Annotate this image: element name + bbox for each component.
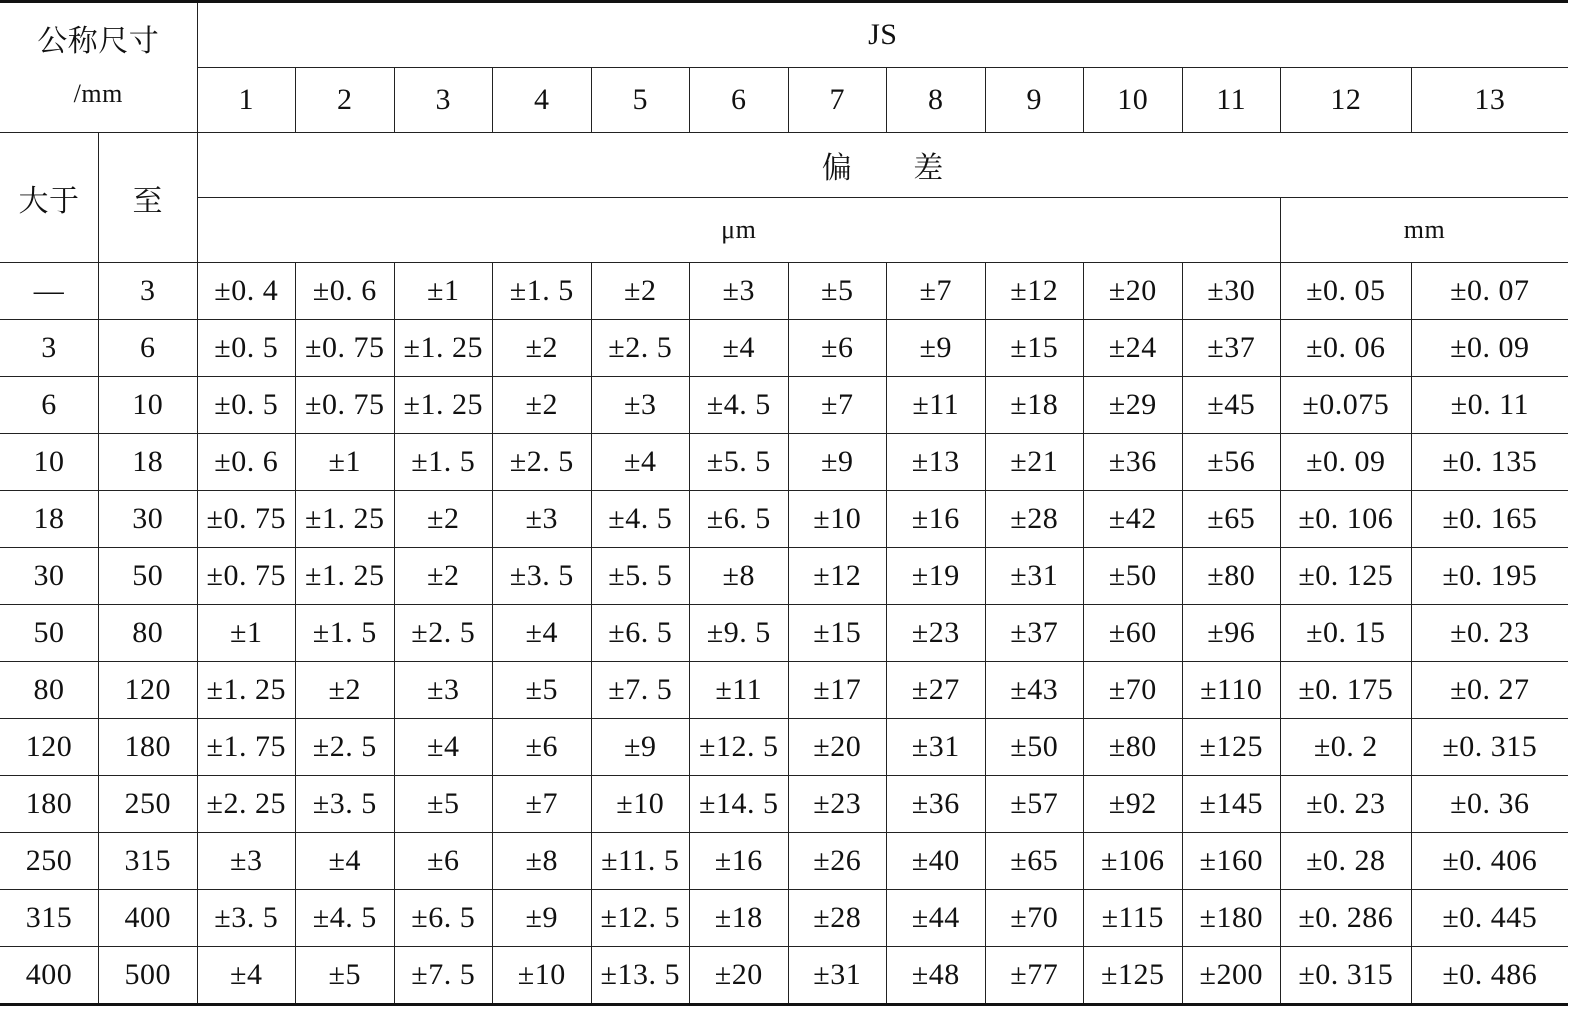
grade-header-2: 2 <box>296 68 395 133</box>
deviation-cell: ±0. 36 <box>1411 776 1568 833</box>
over-header: 大于 <box>0 133 99 263</box>
deviation-cell: ±0. 27 <box>1411 662 1568 719</box>
deviation-cell: ±0.075 <box>1281 377 1412 434</box>
table-row <box>0 491 1568 548</box>
deviation-cell: ±31 <box>788 947 887 1005</box>
deviation-cell: ±45 <box>1182 377 1281 434</box>
deviation-cell: ±9 <box>591 719 690 776</box>
deviation-cell: ±7 <box>887 263 986 320</box>
deviation-cell: ±28 <box>985 491 1084 548</box>
deviation-cell: ±0. 75 <box>197 548 296 605</box>
deviation-cell: ±4 <box>690 320 789 377</box>
deviation-cell: ±1. 5 <box>493 263 592 320</box>
deviation-cell: ±80 <box>1084 719 1183 776</box>
deviation-cell: ±7 <box>493 776 592 833</box>
unit-um-header: μm <box>197 198 1281 263</box>
deviation-cell: ±30 <box>1182 263 1281 320</box>
size-to-cell: 500 <box>99 947 198 1005</box>
deviation-cell: ±7. 5 <box>394 947 493 1005</box>
deviation-cell: ±77 <box>985 947 1084 1005</box>
size-to-cell: 3 <box>99 263 198 320</box>
deviation-cell: ±1. 25 <box>296 491 395 548</box>
deviation-cell: ±3. 5 <box>296 776 395 833</box>
deviation-cell: ±56 <box>1182 434 1281 491</box>
deviation-cell: ±0. 15 <box>1281 605 1412 662</box>
deviation-cell: ±65 <box>1182 491 1281 548</box>
deviation-cell: ±17 <box>788 662 887 719</box>
tolerance-class-header: JS <box>197 2 1568 68</box>
deviation-cell: ±0. 09 <box>1411 320 1568 377</box>
deviation-cell: ±3 <box>394 662 493 719</box>
deviation-cell: ±12 <box>985 263 1084 320</box>
deviation-cell: ±7. 5 <box>591 662 690 719</box>
deviation-cell: ±1. 25 <box>197 662 296 719</box>
grade-header-5: 5 <box>591 68 690 133</box>
deviation-cell: ±11 <box>690 662 789 719</box>
deviation-cell: ±43 <box>985 662 1084 719</box>
deviation-cell: ±6. 5 <box>690 491 789 548</box>
deviation-cell: ±10 <box>788 491 887 548</box>
deviation-cell: ±11 <box>887 377 986 434</box>
size-to-cell: 120 <box>99 662 198 719</box>
deviation-cell: ±0. 75 <box>296 377 395 434</box>
size-to-cell: 30 <box>99 491 198 548</box>
deviation-cell: ±0. 175 <box>1281 662 1412 719</box>
grade-header-8: 8 <box>887 68 986 133</box>
size-over-cell: 315 <box>0 890 99 947</box>
size-to-cell: 250 <box>99 776 198 833</box>
deviation-cell: ±27 <box>887 662 986 719</box>
deviation-cell: ±16 <box>887 491 986 548</box>
deviation-cell: ±4. 5 <box>296 890 395 947</box>
deviation-cell: ±15 <box>788 605 887 662</box>
deviation-cell: ±0. 05 <box>1281 263 1412 320</box>
deviation-cell: ±0. 315 <box>1411 719 1568 776</box>
deviation-cell: ±6 <box>394 833 493 890</box>
deviation-cell: ±0. 75 <box>197 491 296 548</box>
deviation-cell: ±23 <box>887 605 986 662</box>
table-row <box>0 263 1568 320</box>
deviation-cell: ±145 <box>1182 776 1281 833</box>
deviation-cell: ±29 <box>1084 377 1183 434</box>
table-row <box>0 662 1568 719</box>
deviation-cell: ±21 <box>985 434 1084 491</box>
deviation-cell: ±0. 75 <box>296 320 395 377</box>
deviation-cell: ±0. 23 <box>1411 605 1568 662</box>
deviation-cell: ±2. 5 <box>394 605 493 662</box>
deviation-cell: ±13. 5 <box>591 947 690 1005</box>
deviation-cell: ±5 <box>394 776 493 833</box>
grade-header-9: 9 <box>985 68 1084 133</box>
deviation-cell: ±57 <box>985 776 1084 833</box>
deviation-cell: ±0. 135 <box>1411 434 1568 491</box>
deviation-cell: ±2. 5 <box>493 434 592 491</box>
deviation-cell: ±5. 5 <box>690 434 789 491</box>
deviation-cell: ±37 <box>985 605 1084 662</box>
deviation-cell: ±20 <box>1084 263 1183 320</box>
deviation-cell: ±96 <box>1182 605 1281 662</box>
deviation-cell: ±13 <box>887 434 986 491</box>
deviation-cell: ±8 <box>493 833 592 890</box>
deviation-cell: ±6 <box>788 320 887 377</box>
deviation-cell: ±10 <box>591 776 690 833</box>
deviation-cell: ±5 <box>788 263 887 320</box>
deviation-cell: ±6. 5 <box>591 605 690 662</box>
deviation-cell: ±1. 5 <box>394 434 493 491</box>
table-row <box>0 548 1568 605</box>
deviation-cell: ±50 <box>1084 548 1183 605</box>
grade-header-6: 6 <box>690 68 789 133</box>
size-over-cell: 10 <box>0 434 99 491</box>
deviation-cell: ±5 <box>296 947 395 1005</box>
size-over-cell: 30 <box>0 548 99 605</box>
deviation-cell: ±115 <box>1084 890 1183 947</box>
to-header: 至 <box>99 133 198 263</box>
deviation-cell: ±3 <box>197 833 296 890</box>
deviation-cell: ±4 <box>296 833 395 890</box>
deviation-cell: ±28 <box>788 890 887 947</box>
deviation-cell: ±0. 5 <box>197 377 296 434</box>
table-row <box>0 833 1568 890</box>
header-row-class <box>0 2 1568 68</box>
deviation-cell: ±125 <box>1084 947 1183 1005</box>
size-to-cell: 10 <box>99 377 198 434</box>
deviation-cell: ±125 <box>1182 719 1281 776</box>
deviation-cell: ±0. 195 <box>1411 548 1568 605</box>
deviation-cell: ±18 <box>985 377 1084 434</box>
deviation-cell: ±106 <box>1084 833 1183 890</box>
size-over-cell: 400 <box>0 947 99 1005</box>
deviation-cell: ±9 <box>788 434 887 491</box>
deviation-cell: ±1. 75 <box>197 719 296 776</box>
size-to-cell: 6 <box>99 320 198 377</box>
deviation-cell: ±0. 4 <box>197 263 296 320</box>
deviation-cell: ±9. 5 <box>690 605 789 662</box>
deviation-cell: ±0. 286 <box>1281 890 1412 947</box>
deviation-cell: ±2 <box>493 320 592 377</box>
table-row <box>0 719 1568 776</box>
deviation-cell: ±0. 486 <box>1411 947 1568 1005</box>
deviation-cell: ±110 <box>1182 662 1281 719</box>
deviation-cell: ±10 <box>493 947 592 1005</box>
grade-header-4: 4 <box>493 68 592 133</box>
deviation-cell: ±2. 25 <box>197 776 296 833</box>
grade-header-11: 11 <box>1182 68 1281 133</box>
deviation-cell: ±31 <box>985 548 1084 605</box>
size-to-cell: 180 <box>99 719 198 776</box>
deviation-cell: ±3. 5 <box>493 548 592 605</box>
header-row-deviation <box>0 133 1568 198</box>
deviation-cell: ±0. 07 <box>1411 263 1568 320</box>
deviation-cell: ±0. 2 <box>1281 719 1412 776</box>
deviation-cell: ±9 <box>493 890 592 947</box>
deviation-cell: ±3 <box>591 377 690 434</box>
deviation-cell: ±2 <box>296 662 395 719</box>
deviation-cell: ±0. 6 <box>296 263 395 320</box>
grade-header-10: 10 <box>1084 68 1183 133</box>
deviation-cell: ±50 <box>985 719 1084 776</box>
deviation-cell: ±0. 6 <box>197 434 296 491</box>
deviation-cell: ±0. 11 <box>1411 377 1568 434</box>
size-over-cell: — <box>0 263 99 320</box>
deviation-cell: ±1. 5 <box>296 605 395 662</box>
nominal-size-label: 公称尺寸 <box>37 24 160 58</box>
deviation-cell: ±18 <box>690 890 789 947</box>
deviation-cell: ±23 <box>788 776 887 833</box>
deviation-cell: ±92 <box>1084 776 1183 833</box>
table-row <box>0 890 1568 947</box>
deviation-cell: ±4 <box>493 605 592 662</box>
size-to-cell: 80 <box>99 605 198 662</box>
deviation-cell: ±40 <box>887 833 986 890</box>
deviation-cell: ±1 <box>197 605 296 662</box>
size-over-cell: 180 <box>0 776 99 833</box>
deviation-cell: ±0. 125 <box>1281 548 1412 605</box>
deviation-cell: ±1 <box>296 434 395 491</box>
deviation-cell: ±12 <box>788 548 887 605</box>
deviation-cell: ±31 <box>887 719 986 776</box>
grade-header-12: 12 <box>1281 68 1412 133</box>
deviation-cell: ±180 <box>1182 890 1281 947</box>
grade-header-3: 3 <box>394 68 493 133</box>
unit-mm-header: mm <box>1281 198 1569 263</box>
deviation-cell: ±60 <box>1084 605 1183 662</box>
deviation-cell: ±2 <box>394 491 493 548</box>
deviation-cell: ±7 <box>788 377 887 434</box>
deviation-cell: ±0. 445 <box>1411 890 1568 947</box>
deviation-cell: ±36 <box>1084 434 1183 491</box>
table-row <box>0 605 1568 662</box>
deviation-cell: ±0. 165 <box>1411 491 1568 548</box>
deviation-cell: ±4 <box>394 719 493 776</box>
header-row-grades <box>0 68 1568 133</box>
deviation-cell: ±0. 23 <box>1281 776 1412 833</box>
header-row-units <box>0 198 1568 263</box>
deviation-cell: ±2 <box>493 377 592 434</box>
deviation-cell: ±5. 5 <box>591 548 690 605</box>
deviation-cell: ±1. 25 <box>296 548 395 605</box>
deviation-cell: ±24 <box>1084 320 1183 377</box>
deviation-cell: ±2. 5 <box>296 719 395 776</box>
deviation-cell: ±0. 28 <box>1281 833 1412 890</box>
deviation-cell: ±48 <box>887 947 986 1005</box>
deviation-cell: ±0. 315 <box>1281 947 1412 1005</box>
deviation-cell: ±1. 25 <box>394 377 493 434</box>
deviation-cell: ±37 <box>1182 320 1281 377</box>
grade-header-1: 1 <box>197 68 296 133</box>
deviation-header: 偏 差 <box>197 133 1568 198</box>
deviation-cell: ±19 <box>887 548 986 605</box>
deviation-cell: ±16 <box>690 833 789 890</box>
deviation-cell: ±9 <box>887 320 986 377</box>
deviation-cell: ±1. 25 <box>394 320 493 377</box>
size-over-cell: 250 <box>0 833 99 890</box>
deviation-cell: ±8 <box>690 548 789 605</box>
size-to-cell: 50 <box>99 548 198 605</box>
size-over-cell: 18 <box>0 491 99 548</box>
nominal-size-unit: /mm <box>73 78 123 108</box>
deviation-cell: ±0. 06 <box>1281 320 1412 377</box>
deviation-cell: ±12. 5 <box>591 890 690 947</box>
grade-header-7: 7 <box>788 68 887 133</box>
deviation-cell: ±65 <box>985 833 1084 890</box>
size-over-cell: 50 <box>0 605 99 662</box>
deviation-cell: ±44 <box>887 890 986 947</box>
grade-header-13: 13 <box>1411 68 1568 133</box>
deviation-cell: ±2 <box>591 263 690 320</box>
deviation-cell: ±20 <box>788 719 887 776</box>
deviation-cell: ±4 <box>197 947 296 1005</box>
deviation-cell: ±3 <box>690 263 789 320</box>
size-over-cell: 3 <box>0 320 99 377</box>
size-to-cell: 315 <box>99 833 198 890</box>
deviation-cell: ±0. 09 <box>1281 434 1412 491</box>
deviation-cell: ±80 <box>1182 548 1281 605</box>
size-to-cell: 400 <box>99 890 198 947</box>
table-row <box>0 947 1568 1005</box>
deviation-cell: ±70 <box>1084 662 1183 719</box>
table-row <box>0 377 1568 434</box>
deviation-cell: ±26 <box>788 833 887 890</box>
size-over-cell: 80 <box>0 662 99 719</box>
deviation-cell: ±3 <box>493 491 592 548</box>
deviation-cell: ±6. 5 <box>394 890 493 947</box>
table-row <box>0 320 1568 377</box>
deviation-cell: ±2 <box>394 548 493 605</box>
deviation-cell: ±1 <box>394 263 493 320</box>
deviation-cell: ±3. 5 <box>197 890 296 947</box>
deviation-cell: ±0. 406 <box>1411 833 1568 890</box>
deviation-cell: ±4 <box>591 434 690 491</box>
deviation-cell: ±2. 5 <box>591 320 690 377</box>
deviation-cell: ±20 <box>690 947 789 1005</box>
size-over-cell: 120 <box>0 719 99 776</box>
deviation-cell: ±36 <box>887 776 986 833</box>
nominal-size-header <box>0 2 197 133</box>
deviation-cell: ±160 <box>1182 833 1281 890</box>
deviation-cell: ±200 <box>1182 947 1281 1005</box>
deviation-cell: ±6 <box>493 719 592 776</box>
size-over-cell: 6 <box>0 377 99 434</box>
deviation-cell: ±42 <box>1084 491 1183 548</box>
size-to-cell: 18 <box>99 434 198 491</box>
deviation-cell: ±0. 5 <box>197 320 296 377</box>
deviation-cell: ±4. 5 <box>690 377 789 434</box>
table-row <box>0 776 1568 833</box>
deviation-cell: ±4. 5 <box>591 491 690 548</box>
deviation-cell: ±70 <box>985 890 1084 947</box>
deviation-cell: ±11. 5 <box>591 833 690 890</box>
table-row <box>0 434 1568 491</box>
deviation-cell: ±14. 5 <box>690 776 789 833</box>
deviation-cell: ±15 <box>985 320 1084 377</box>
deviation-cell: ±5 <box>493 662 592 719</box>
deviation-cell: ±0. 106 <box>1281 491 1412 548</box>
deviation-cell: ±12. 5 <box>690 719 789 776</box>
